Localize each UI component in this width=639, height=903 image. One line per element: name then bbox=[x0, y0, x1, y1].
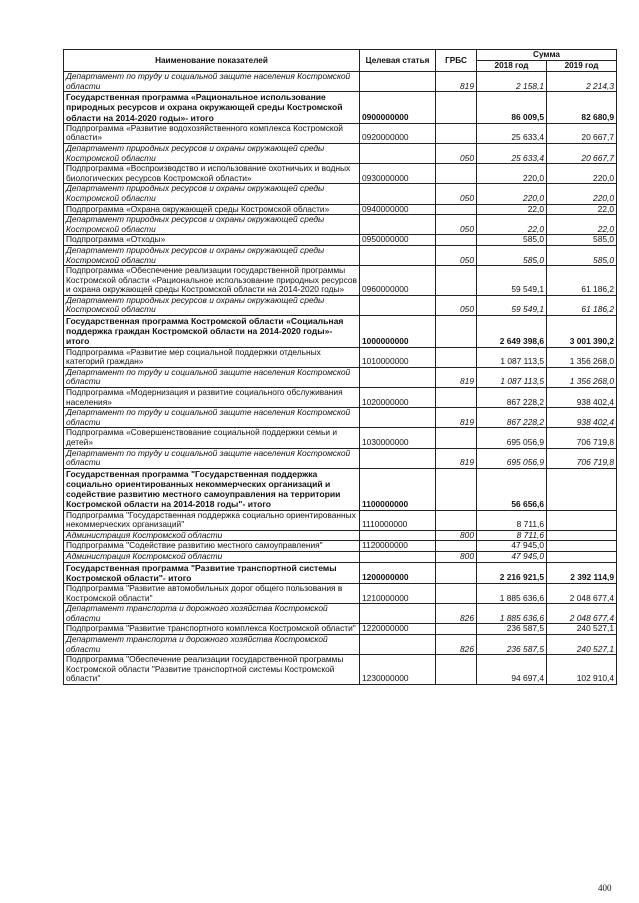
row-grbs: 050 bbox=[436, 295, 477, 315]
row-value-2019: 2 048 677,4 bbox=[547, 604, 617, 624]
row-value-2019: 1 356 268,0 bbox=[547, 367, 617, 387]
row-code: 1110000000 bbox=[360, 510, 436, 530]
row-value-2019: 20 667,7 bbox=[547, 143, 617, 163]
row-value-2019: 22,0 bbox=[547, 215, 617, 235]
table-row bbox=[64, 295, 617, 315]
row-grbs bbox=[436, 92, 477, 124]
row-value-2019: 1 356 268,0 bbox=[547, 347, 617, 367]
row-value-2018: 585,0 bbox=[477, 245, 547, 265]
row-code bbox=[360, 367, 436, 387]
row-grbs bbox=[436, 655, 477, 685]
row-code: 1010000000 bbox=[360, 347, 436, 367]
row-code: 1120000000 bbox=[360, 541, 436, 552]
table-row bbox=[64, 215, 617, 235]
row-name: Департамент по труду и социальной защите населения Костромской области bbox=[64, 448, 360, 468]
table-row bbox=[64, 448, 617, 468]
row-value-2019: 220,0 bbox=[547, 184, 617, 204]
row-code: 1030000000 bbox=[360, 428, 436, 448]
table-row bbox=[64, 184, 617, 204]
row-code bbox=[360, 530, 436, 541]
row-code: 1000000000 bbox=[360, 316, 436, 348]
table-row bbox=[64, 388, 617, 408]
table-row bbox=[64, 408, 617, 428]
row-name: Администрация Костромской области bbox=[64, 530, 360, 541]
row-name: Подпрограмма «Отходы» bbox=[64, 235, 360, 246]
table-row bbox=[64, 541, 617, 552]
table-row bbox=[64, 266, 617, 296]
row-code bbox=[360, 408, 436, 428]
row-grbs bbox=[436, 468, 477, 510]
row-value-2019 bbox=[547, 541, 617, 552]
table-row bbox=[64, 204, 617, 215]
row-grbs bbox=[436, 388, 477, 408]
row-name: Подпрограмма "Государственная поддержка социально ориентированных некоммерческих организаций" bbox=[64, 510, 360, 530]
row-grbs bbox=[436, 347, 477, 367]
row-code: 0930000000 bbox=[360, 164, 436, 184]
row-code: 1220000000 bbox=[360, 624, 436, 635]
row-grbs: 819 bbox=[436, 72, 477, 92]
row-value-2019: 20 667,7 bbox=[547, 123, 617, 143]
row-value-2019: 240 527,1 bbox=[547, 624, 617, 635]
table-row bbox=[64, 428, 617, 448]
header-grbs: ГРБС bbox=[436, 50, 477, 72]
row-code bbox=[360, 295, 436, 315]
row-value-2018: 236 587,5 bbox=[477, 624, 547, 635]
row-name: Подпрограмма «Развитие мер социальной поддержки отдельных категорий граждан» bbox=[64, 347, 360, 367]
row-value-2019: 2 392 114,9 bbox=[547, 562, 617, 583]
row-value-2019 bbox=[547, 510, 617, 530]
header-2018: 2018 год bbox=[477, 61, 547, 72]
row-grbs: 819 bbox=[436, 367, 477, 387]
header-name: Наименование показателей bbox=[64, 50, 360, 72]
row-code: 0920000000 bbox=[360, 123, 436, 143]
row-grbs: 819 bbox=[436, 408, 477, 428]
row-name: Государственная программа "Развитие транспортной системы Костромской области"- итого bbox=[64, 562, 360, 583]
row-code: 1100000000 bbox=[360, 468, 436, 510]
row-value-2018: 47 945,0 bbox=[477, 552, 547, 563]
table-row bbox=[64, 316, 617, 348]
row-name: Департамент природных ресурсов и охраны окружающей среды Костромской области bbox=[64, 143, 360, 163]
row-grbs: 826 bbox=[436, 634, 477, 654]
row-value-2018: 94 697,4 bbox=[477, 655, 547, 685]
row-value-2018: 2 649 398,6 bbox=[477, 316, 547, 348]
table-row bbox=[64, 604, 617, 624]
row-value-2019: 3 001 390,2 bbox=[547, 316, 617, 348]
row-value-2019: 585,0 bbox=[547, 245, 617, 265]
row-grbs: 050 bbox=[436, 245, 477, 265]
row-code bbox=[360, 604, 436, 624]
row-grbs bbox=[436, 541, 477, 552]
table-row bbox=[64, 92, 617, 124]
row-grbs: 050 bbox=[436, 143, 477, 163]
row-value-2019: 2 048 677,4 bbox=[547, 584, 617, 604]
header-sum: Сумма bbox=[477, 50, 617, 61]
row-name: Государственная программа "Государственная поддержка социально ориентированных некоммерческих организаций и содействие развитию местного самоуправления на территории Костромской области на 2014-2018 годы"- итого bbox=[64, 468, 360, 510]
row-code bbox=[360, 448, 436, 468]
row-name: Подпрограмма «Охрана окружающей среды Костромской области» bbox=[64, 204, 360, 215]
row-value-2019 bbox=[547, 468, 617, 510]
row-value-2018: 59 549,1 bbox=[477, 266, 547, 296]
row-value-2019: 706 719,8 bbox=[547, 428, 617, 448]
row-value-2018: 695 056,9 bbox=[477, 448, 547, 468]
row-value-2018: 25 633,4 bbox=[477, 123, 547, 143]
row-name: Департамент природных ресурсов и охраны окружающей среды Костромской области bbox=[64, 295, 360, 315]
row-value-2019: 22,0 bbox=[547, 204, 617, 215]
header-code: Целевая статья bbox=[360, 50, 436, 72]
row-value-2019: 82 680,9 bbox=[547, 92, 617, 124]
row-code: 1020000000 bbox=[360, 388, 436, 408]
row-name: Департамент транспорта и дорожного хозяйства Костромской области bbox=[64, 604, 360, 624]
table-row bbox=[64, 245, 617, 265]
row-value-2019: 220,0 bbox=[547, 164, 617, 184]
table-row bbox=[64, 468, 617, 510]
table-row bbox=[64, 510, 617, 530]
row-name: Подпрограмма "Обеспечение реализации государственной программы Костромской области "Развитие транспортной системы Костромской области" bbox=[64, 655, 360, 685]
row-code: 0900000000 bbox=[360, 92, 436, 124]
table-row bbox=[64, 562, 617, 583]
row-value-2018: 867 228,2 bbox=[477, 408, 547, 428]
table-row bbox=[64, 634, 617, 654]
row-value-2018: 8 711,6 bbox=[477, 510, 547, 530]
row-name: Государственная программа «Рациональное использование природных ресурсов и охрана окружающей среды Костромской области на 2014-2020 годы»- итого bbox=[64, 92, 360, 124]
row-value-2018: 59 549,1 bbox=[477, 295, 547, 315]
row-name: Подпрограмма «Модернизация и развитие социального обслуживания населения» bbox=[64, 388, 360, 408]
table-body bbox=[64, 72, 617, 685]
row-value-2018: 86 009,5 bbox=[477, 92, 547, 124]
row-name: Подпрограмма «Развитие водохозяйственного комплекса Костромской области» bbox=[64, 123, 360, 143]
row-value-2018: 22,0 bbox=[477, 215, 547, 235]
row-name: Подпрограмма «Обеспечение реализации государственной программы Костромской области «Рациональное использование природных ресурсов и охрана окружающей среды Костромской области на 2014-2020 годы» bbox=[64, 266, 360, 296]
row-value-2018: 8 711,6 bbox=[477, 530, 547, 541]
row-name: Государственная программа Костромской области «Социальная поддержка граждан Костромской области на 2014-2020 годы»- итого bbox=[64, 316, 360, 348]
table-row bbox=[64, 584, 617, 604]
row-name: Подпрограмма "Содействие развитию местного самоуправления" bbox=[64, 541, 360, 552]
row-name: Департамент природных ресурсов и охраны окружающей среды Костромской области bbox=[64, 184, 360, 204]
row-name: Департамент по труду и социальной защите населения Костромской области bbox=[64, 408, 360, 428]
row-value-2019: 938 402,4 bbox=[547, 388, 617, 408]
row-code bbox=[360, 143, 436, 163]
row-value-2018: 236 587,5 bbox=[477, 634, 547, 654]
row-value-2019: 585,0 bbox=[547, 235, 617, 246]
row-name: Департамент природных ресурсов и охраны окружающей среды Костромской области bbox=[64, 215, 360, 235]
row-value-2018: 2 158,1 bbox=[477, 72, 547, 92]
row-value-2019: 240 527,1 bbox=[547, 634, 617, 654]
header-2019: 2019 год bbox=[547, 61, 617, 72]
table-row bbox=[64, 164, 617, 184]
row-grbs: 819 bbox=[436, 448, 477, 468]
table-row bbox=[64, 235, 617, 246]
row-value-2019: 2 214,3 bbox=[547, 72, 617, 92]
row-value-2018: 56 656,6 bbox=[477, 468, 547, 510]
row-value-2019 bbox=[547, 552, 617, 563]
row-name: Департамент транспорта и дорожного хозяйства Костромской области bbox=[64, 634, 360, 654]
row-value-2019 bbox=[547, 530, 617, 541]
row-grbs: 826 bbox=[436, 604, 477, 624]
row-grbs: 050 bbox=[436, 215, 477, 235]
row-code: 1200000000 bbox=[360, 562, 436, 583]
table-row bbox=[64, 624, 617, 635]
table-row bbox=[64, 530, 617, 541]
row-name: Подпрограмма "Развитие транспортного комплекса Костромской области" bbox=[64, 624, 360, 635]
row-name: Администрация Костромской области bbox=[64, 552, 360, 563]
row-grbs bbox=[436, 510, 477, 530]
row-value-2018: 867 228,2 bbox=[477, 388, 547, 408]
row-grbs bbox=[436, 235, 477, 246]
row-value-2018: 585,0 bbox=[477, 235, 547, 246]
table-row bbox=[64, 72, 617, 92]
row-name: Департамент природных ресурсов и охраны окружающей среды Костромской области bbox=[64, 245, 360, 265]
row-value-2018: 1 885 636,6 bbox=[477, 604, 547, 624]
row-value-2019: 706 719,8 bbox=[547, 448, 617, 468]
row-code: 0960000000 bbox=[360, 266, 436, 296]
row-value-2018: 220,0 bbox=[477, 164, 547, 184]
row-value-2018: 25 633,4 bbox=[477, 143, 547, 163]
row-value-2019: 102 910,4 bbox=[547, 655, 617, 685]
row-code bbox=[360, 215, 436, 235]
row-name: Подпрограмма «Совершенствование социальной поддержки семьи и детей» bbox=[64, 428, 360, 448]
row-grbs bbox=[436, 316, 477, 348]
row-code bbox=[360, 552, 436, 563]
row-grbs bbox=[436, 164, 477, 184]
table-row bbox=[64, 143, 617, 163]
row-grbs bbox=[436, 584, 477, 604]
row-value-2018: 22,0 bbox=[477, 204, 547, 215]
row-code: 0940000000 bbox=[360, 204, 436, 215]
row-code: 0950000000 bbox=[360, 235, 436, 246]
row-code bbox=[360, 245, 436, 265]
table-row bbox=[64, 123, 617, 143]
row-name: Департамент по труду и социальной защите населения Костромской области bbox=[64, 72, 360, 92]
budget-table bbox=[63, 49, 617, 685]
row-grbs bbox=[436, 428, 477, 448]
row-value-2018: 1 087 113,5 bbox=[477, 367, 547, 387]
row-grbs bbox=[436, 562, 477, 583]
row-value-2018: 1 087 113,5 bbox=[477, 347, 547, 367]
row-value-2018: 47 945,0 bbox=[477, 541, 547, 552]
table-row bbox=[64, 367, 617, 387]
row-value-2018: 695 056,9 bbox=[477, 428, 547, 448]
row-grbs: 050 bbox=[436, 184, 477, 204]
row-value-2019: 938 402,4 bbox=[547, 408, 617, 428]
row-value-2019: 61 186,2 bbox=[547, 295, 617, 315]
row-code bbox=[360, 634, 436, 654]
row-grbs: 800 bbox=[436, 530, 477, 541]
row-code bbox=[360, 72, 436, 92]
row-code: 1230000000 bbox=[360, 655, 436, 685]
row-value-2019: 61 186,2 bbox=[547, 266, 617, 296]
row-grbs bbox=[436, 123, 477, 143]
table-row bbox=[64, 655, 617, 685]
table-row bbox=[64, 347, 617, 367]
row-code bbox=[360, 184, 436, 204]
row-grbs bbox=[436, 204, 477, 215]
row-value-2018: 220,0 bbox=[477, 184, 547, 204]
row-code: 1210000000 bbox=[360, 584, 436, 604]
table-row bbox=[64, 552, 617, 563]
row-value-2018: 2 216 921,5 bbox=[477, 562, 547, 583]
row-grbs: 800 bbox=[436, 552, 477, 563]
row-value-2018: 1 885 636,6 bbox=[477, 584, 547, 604]
page-number: 400 bbox=[598, 883, 612, 893]
row-name: Подпрограмма "Развитие автомобильных дорог общего пользования в Костромской области" bbox=[64, 584, 360, 604]
row-grbs bbox=[436, 266, 477, 296]
row-grbs bbox=[436, 624, 477, 635]
row-name: Департамент по труду и социальной защите населения Костромской области bbox=[64, 367, 360, 387]
row-name: Подпрограмма «Воспроизводство и использование охотничьих и водных биологических ресурсов Костромской области» bbox=[64, 164, 360, 184]
